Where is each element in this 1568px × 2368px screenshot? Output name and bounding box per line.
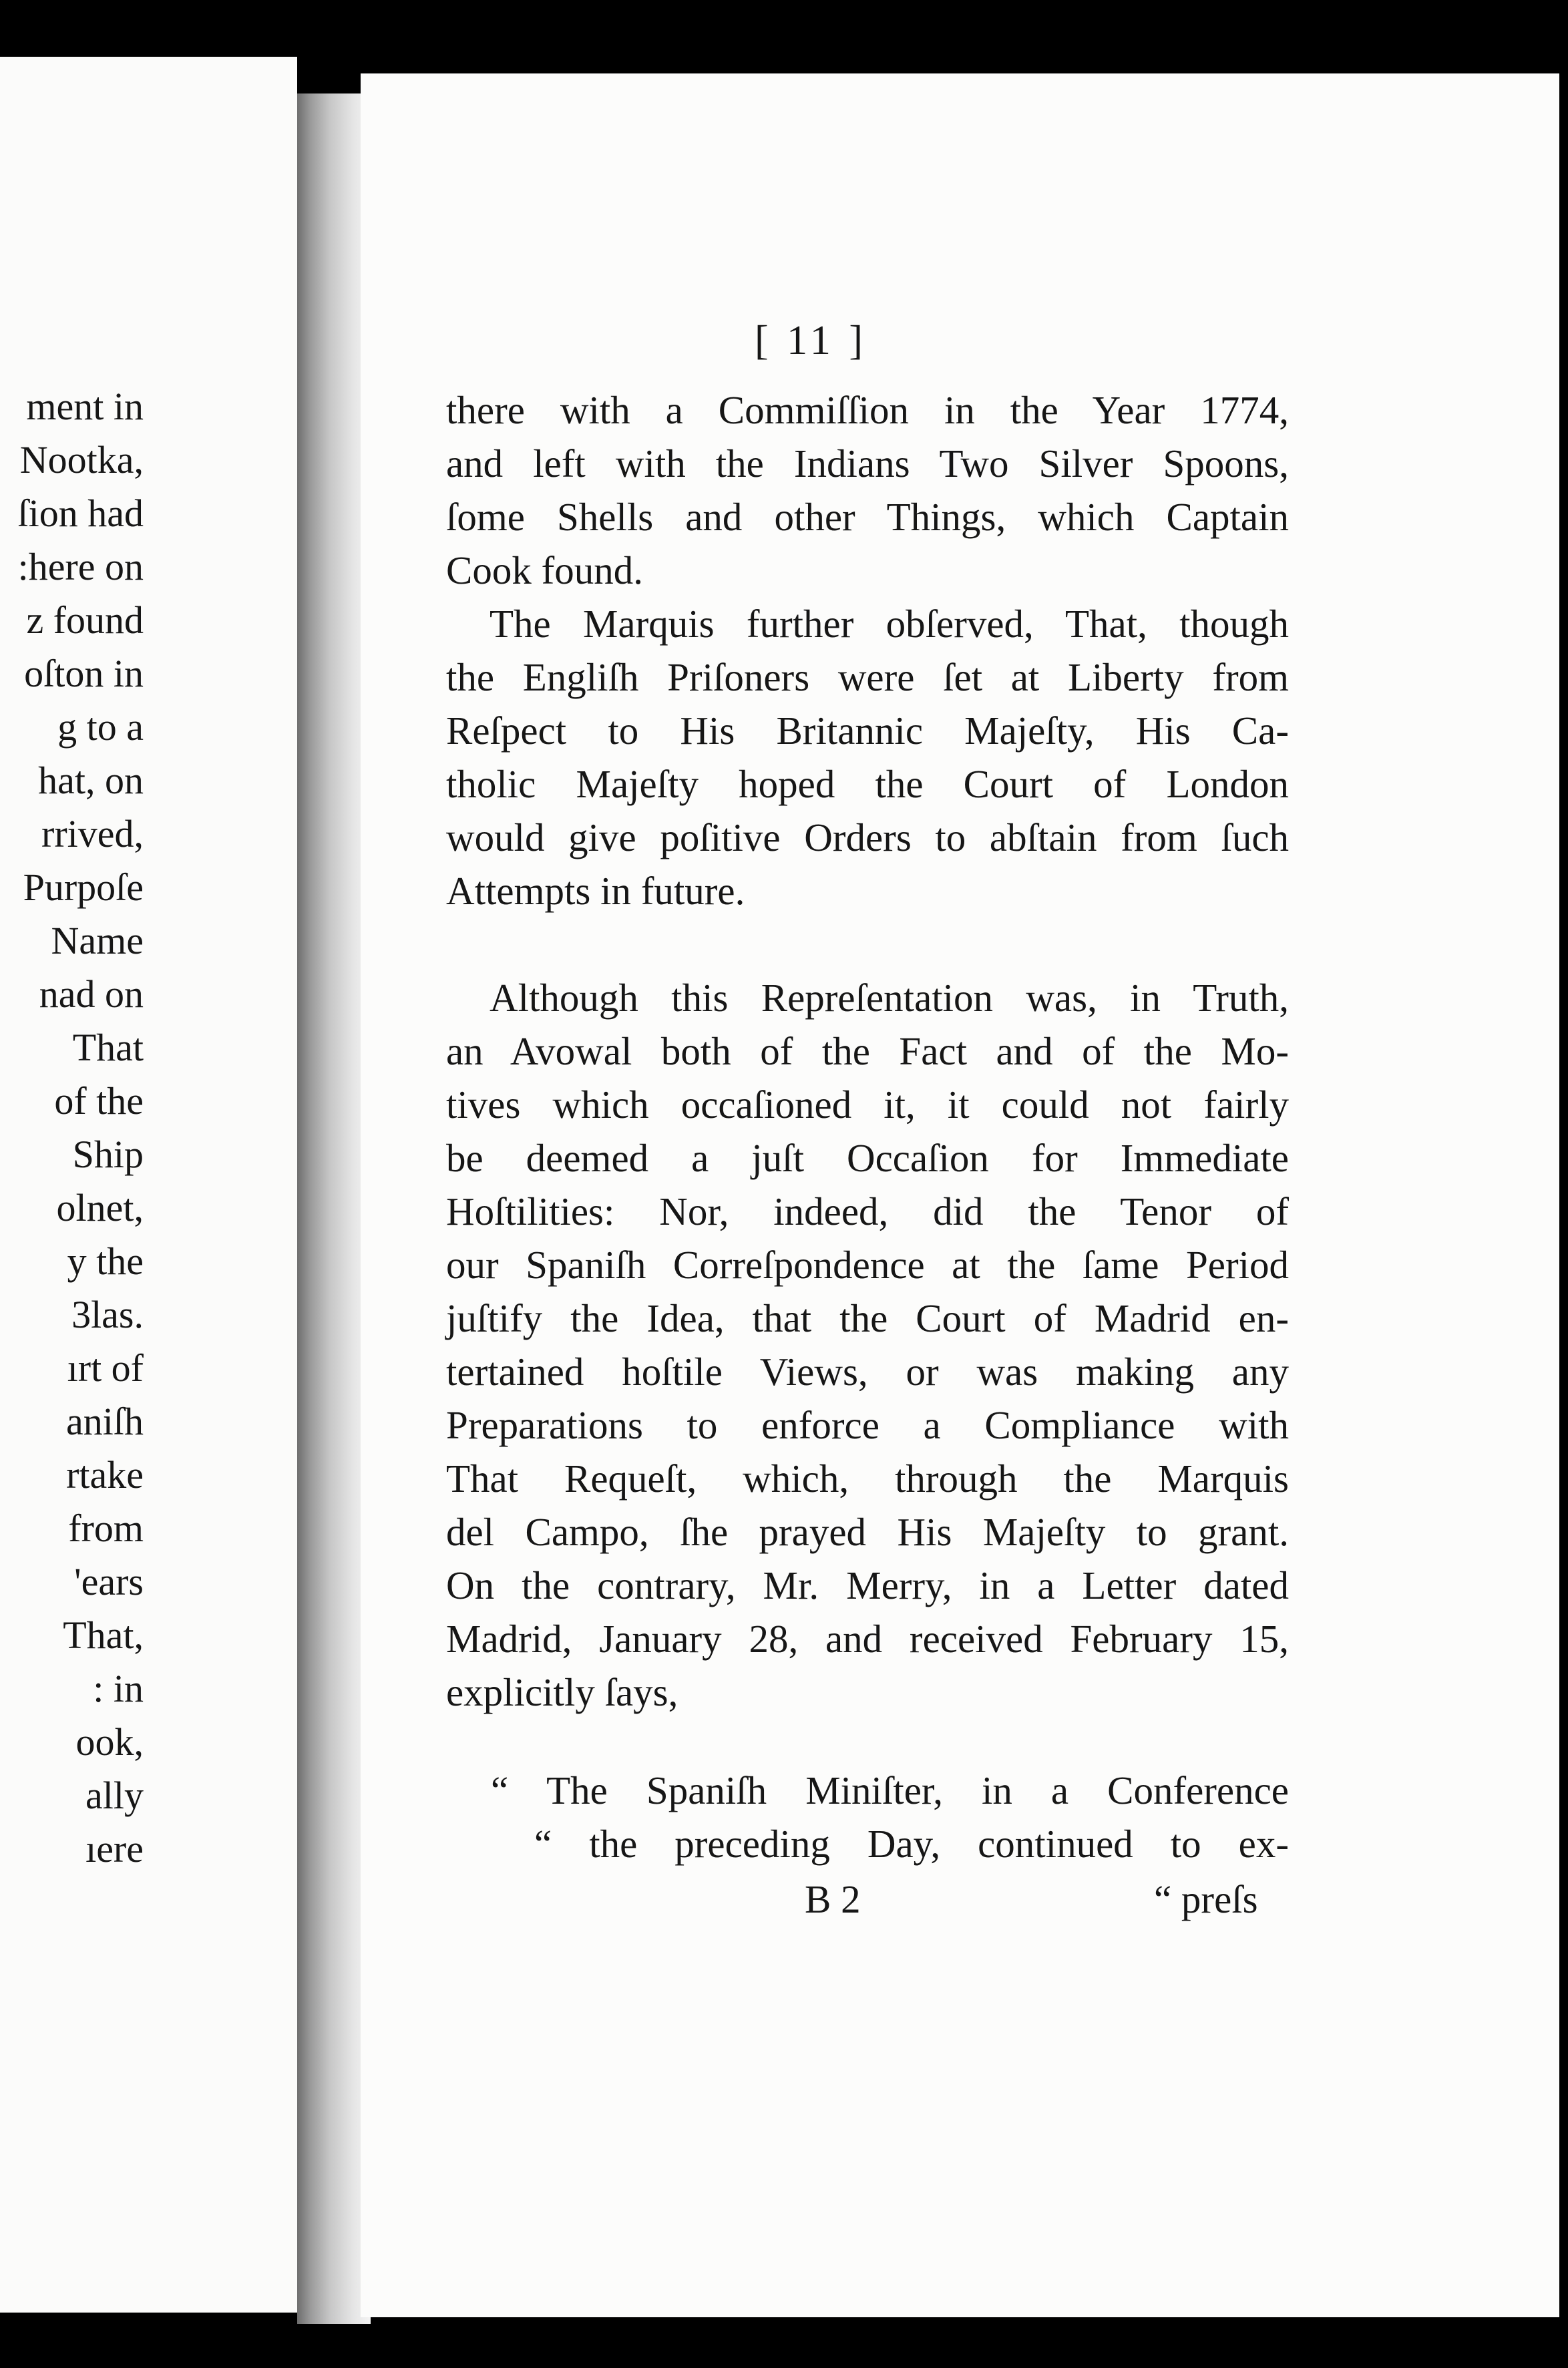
text-line: our Spaniſh Correſpondence at the ſame Period bbox=[446, 1243, 1289, 1287]
left-page-line: oſton in bbox=[24, 652, 144, 695]
text-line: Madrid, January 28, and received February 15, bbox=[446, 1617, 1289, 1661]
left-page-line: :here on bbox=[17, 545, 144, 588]
catchword: “ preſs bbox=[1154, 1877, 1258, 1921]
text-line: the Engliſh Priſoners were ſet at Liberty from bbox=[446, 655, 1289, 699]
left-page-line: z found bbox=[26, 598, 144, 642]
text-line: Cook found. bbox=[446, 548, 643, 592]
left-page-line: ally bbox=[85, 1774, 144, 1817]
text-line: an Avowal both of the Fact and of the Mo- bbox=[446, 1029, 1289, 1073]
text-line: ſome Shells and other Things, which Captain bbox=[446, 495, 1289, 539]
left-page-line: rrived, bbox=[41, 812, 144, 855]
left-page-line: : in bbox=[93, 1667, 144, 1710]
left-page-line: That bbox=[72, 1026, 144, 1069]
left-page-line: 'ears bbox=[74, 1560, 144, 1603]
left-page-line: olnet, bbox=[56, 1186, 144, 1229]
left-page-line: Nootka, bbox=[19, 438, 144, 481]
text-line: tertained hoſtile Views, or was making any bbox=[446, 1350, 1289, 1394]
left-page-line: from bbox=[68, 1507, 144, 1550]
left-page-line: ſion had bbox=[17, 491, 144, 535]
signature-mark: B 2 bbox=[805, 1877, 861, 1921]
left-page-line: That, bbox=[63, 1613, 144, 1657]
quote-line: “ the preceding Day, continued to ex- bbox=[534, 1822, 1289, 1866]
left-page-line: Name bbox=[51, 919, 144, 962]
quote-line: “ The Spaniſh Miniſter, in a Conference bbox=[491, 1768, 1289, 1812]
text-line: Attempts in future. bbox=[446, 869, 745, 913]
left-page-line: g to a bbox=[57, 705, 144, 749]
left-page-line: hat, on bbox=[38, 759, 144, 802]
text-line: there with a Commiſſion in the Year 1774, bbox=[446, 388, 1289, 432]
left-page-line: 3las. bbox=[71, 1293, 144, 1336]
text-line: be deemed a juſt Occaſion for Immediate bbox=[446, 1136, 1289, 1180]
left-page-line: ırt of bbox=[67, 1346, 144, 1390]
left-page-line: rtake bbox=[66, 1453, 144, 1497]
text-line: Although this Repreſentation was, in Truth, bbox=[489, 976, 1289, 1020]
left-page-line: Purpoſe bbox=[23, 865, 144, 909]
text-line: del Campo, ſhe prayed His Majeſty to grant. bbox=[446, 1510, 1289, 1554]
text-line: The Marquis further obſerved, That, though bbox=[489, 602, 1289, 646]
text-line: and left with the Indians Two Silver Spoons, bbox=[446, 441, 1289, 485]
left-page-line: ment in bbox=[26, 385, 144, 428]
text-line: Preparations to enforce a Compliance with bbox=[446, 1403, 1289, 1447]
text-line: explicitly ſays, bbox=[446, 1670, 678, 1714]
book-gutter-shadow bbox=[297, 93, 371, 2324]
text-line: That Requeſt, which, through the Marquis bbox=[446, 1456, 1289, 1501]
left-page-line: ıere bbox=[85, 1827, 144, 1870]
text-line: tholic Majeſty hoped the Court of London bbox=[446, 762, 1289, 806]
left-page-line: of the bbox=[54, 1079, 144, 1123]
left-page-line: y the bbox=[67, 1239, 144, 1283]
text-line: tives which occaſioned it, it could not fairly bbox=[446, 1082, 1289, 1127]
left-page-line: ook, bbox=[75, 1720, 144, 1764]
left-page-line: nad on bbox=[39, 972, 144, 1016]
left-page bbox=[0, 57, 297, 2313]
page-number-header: [ 11 ] bbox=[755, 318, 867, 363]
text-line: juſtify the Idea, that the Court of Madrid en- bbox=[446, 1296, 1289, 1340]
left-page-line: Ship bbox=[72, 1133, 144, 1176]
left-page-line: aniſh bbox=[66, 1400, 144, 1443]
text-line: would give poſitive Orders to abſtain from ſuch bbox=[446, 815, 1289, 859]
text-line: On the contrary, Mr. Merry, in a Letter dated bbox=[446, 1563, 1289, 1607]
text-line: Hoſtilities: Nor, indeed, did the Tenor of bbox=[446, 1189, 1289, 1233]
text-line: Reſpect to His Britannic Majeſty, His Ca- bbox=[446, 709, 1289, 753]
